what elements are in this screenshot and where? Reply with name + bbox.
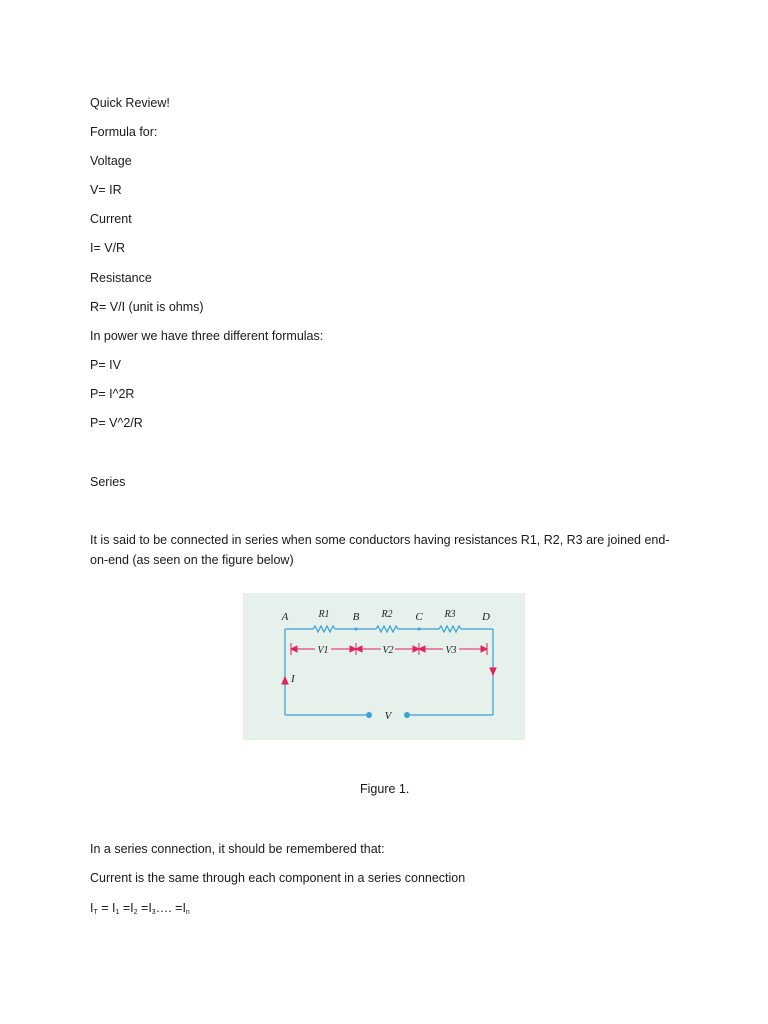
voltage-label-v1: V1 [317, 645, 329, 656]
resistor-label-r3: R3 [444, 609, 456, 620]
text-power-intro: In power we have three different formulas: [90, 329, 324, 343]
text-current: Current [90, 212, 132, 226]
text-current-same: Current is the same through each component in a series connection [90, 871, 466, 885]
equation-current-series [90, 900, 190, 921]
resistor-label-r2: R2 [381, 609, 393, 620]
equation-subscript: 1 [115, 909, 120, 916]
equation-subscript: n [185, 909, 190, 916]
equation-subscript: 3 [151, 909, 156, 916]
resistor-label-r1: R1 [318, 609, 330, 620]
figure-caption: Figure 1. [360, 782, 410, 796]
equation-term: =I [137, 901, 152, 915]
equation-term: = I [97, 901, 116, 915]
formula-power-1: P= IV [90, 358, 121, 372]
circuit-diagram [243, 593, 525, 740]
formula-current: I= V/R [90, 241, 126, 255]
heading-series: Series [90, 475, 126, 489]
formula-resistance: R= V/I (unit is ohms) [90, 300, 204, 314]
text-voltage: Voltage [90, 154, 132, 168]
current-label: I [291, 673, 295, 685]
text-formula-for: Formula for: [90, 125, 158, 139]
node-label-b: B [352, 611, 360, 623]
source-voltage-label: V [384, 710, 392, 722]
equation-term: I [90, 901, 94, 915]
series-circuit-figure [243, 593, 525, 740]
heading-quick-review: Quick Review! [90, 96, 170, 110]
node-label-c: C [415, 611, 423, 623]
formula-power-2: P= I^2R [90, 387, 135, 401]
equation-term: =I [119, 901, 134, 915]
voltage-label-v2: V2 [382, 645, 394, 656]
node-label-d: D [482, 611, 490, 623]
formula-voltage: V= IR [90, 183, 122, 197]
text-series-remember: In a series connection, it should be remembered that: [90, 842, 385, 856]
equation-subscript: T [93, 909, 98, 916]
equation-subscript: 2 [133, 909, 138, 916]
node-label-a: A [281, 611, 289, 623]
equation-term: …. =I [155, 901, 186, 915]
text-resistance: Resistance [90, 271, 152, 285]
formula-power-3: P= V^2/R [90, 416, 143, 430]
voltage-label-v3: V3 [445, 645, 457, 656]
paragraph-series-definition: It is said to be connected in series when some conductors having resistances R1, R2, R3 are joined end-on-end (as seen on the figure below) [90, 533, 670, 567]
